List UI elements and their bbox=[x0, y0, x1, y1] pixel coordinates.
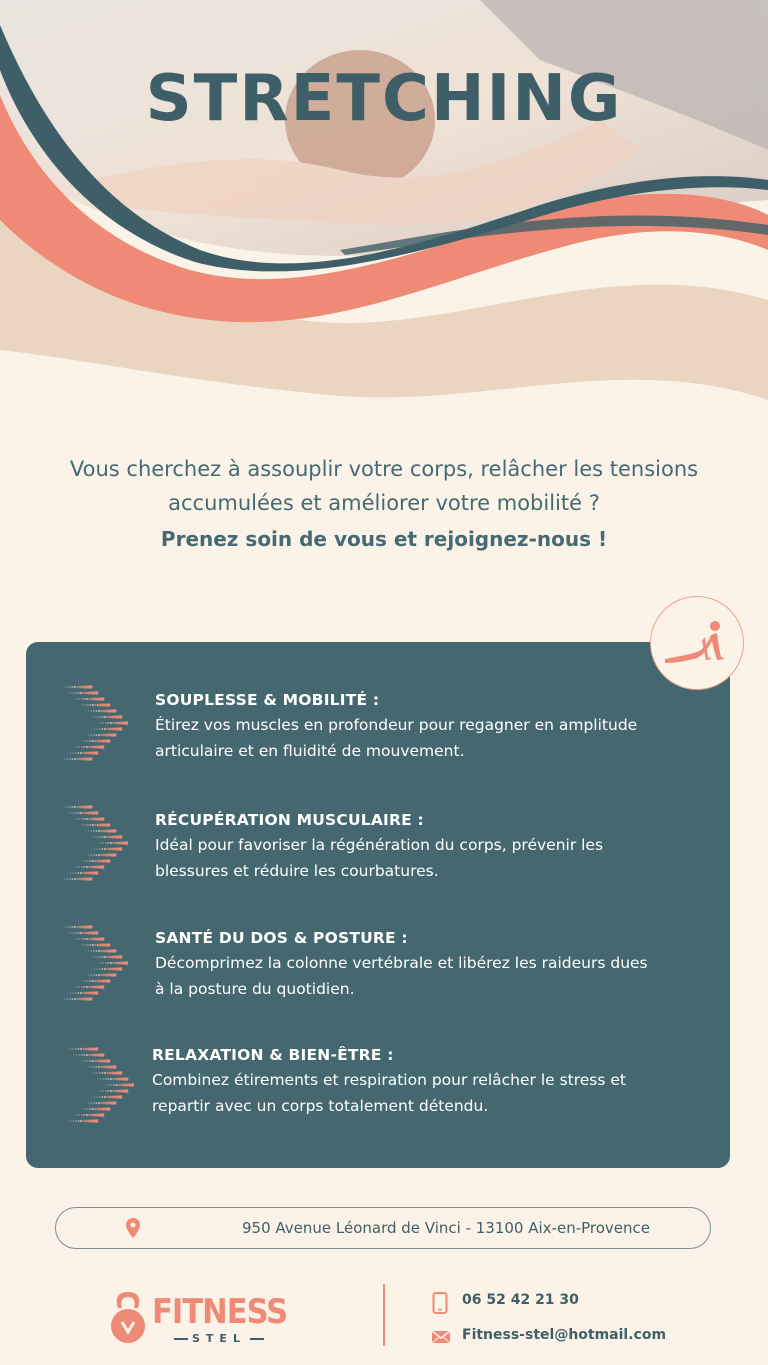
footer-divider bbox=[383, 1284, 385, 1346]
benefits-panel bbox=[26, 642, 730, 1168]
benefit-description-line: Décomprimez la colonne vertébrale et libérez les raideurs dues bbox=[155, 954, 648, 972]
chevron-dots-icon bbox=[60, 804, 128, 882]
chevron-dots-icon bbox=[66, 1046, 134, 1124]
fitness-stel-logo bbox=[108, 1288, 288, 1348]
page-title: STRETCHING bbox=[145, 62, 623, 136]
logo-wordmark: FITNESS bbox=[152, 1292, 288, 1332]
benefit-description-line: Combinez étirements et respiration pour relâcher le stress et bbox=[152, 1071, 626, 1089]
benefit-title: SOUPLESSE & MOBILITÉ : bbox=[155, 691, 380, 709]
mail-icon bbox=[432, 1330, 450, 1344]
address-text: 950 Avenue Léonard de Vinci - 13100 Aix-en-Provence bbox=[241, 1219, 650, 1237]
intro-line-1: Vous cherchez à assouplir votre corps, relâcher les tensions bbox=[69, 457, 699, 481]
phone-icon bbox=[432, 1292, 448, 1314]
intro-line-2: accumulées et améliorer votre mobilité ? bbox=[168, 491, 600, 515]
benefit-description-line: à la posture du quotidien. bbox=[155, 980, 355, 998]
footer bbox=[0, 1280, 768, 1365]
benefit-description-line: Étirez vos muscles en profondeur pour regagner en amplitude bbox=[155, 716, 638, 734]
kettlebell-icon bbox=[108, 1290, 148, 1346]
benefit-title: SANTÉ DU DOS & POSTURE : bbox=[155, 929, 408, 947]
phone-number: 06 52 42 21 30 bbox=[462, 1292, 579, 1308]
logo-subtitle: STEL bbox=[170, 1332, 268, 1345]
benefit-description-line: repartir avec un corps totalement détendu. bbox=[152, 1097, 489, 1115]
yoga-pose-icon bbox=[651, 597, 743, 689]
benefit-title: RELAXATION & BIEN-ÊTRE : bbox=[152, 1046, 394, 1064]
yoga-badge bbox=[650, 596, 744, 690]
benefit-description-line: Idéal pour favoriser la régénération du corps, prévenir les bbox=[155, 836, 604, 854]
email-address: Fitness-stel@hotmail.com bbox=[462, 1327, 667, 1343]
address-bar bbox=[55, 1207, 711, 1249]
intro-text bbox=[30, 452, 738, 556]
benefit-title: RÉCUPÉRATION MUSCULAIRE : bbox=[155, 811, 424, 829]
chevron-dots-icon bbox=[60, 684, 128, 762]
location-pin-icon bbox=[126, 1218, 140, 1238]
chevron-dots-icon bbox=[60, 924, 128, 1002]
benefit-description-line: blessures et réduire les courbatures. bbox=[155, 862, 439, 880]
intro-cta: Prenez soin de vous et rejoignez-nous ! bbox=[160, 527, 608, 551]
benefit-description-line: articulaire et en fluidité de mouvement. bbox=[155, 742, 465, 760]
